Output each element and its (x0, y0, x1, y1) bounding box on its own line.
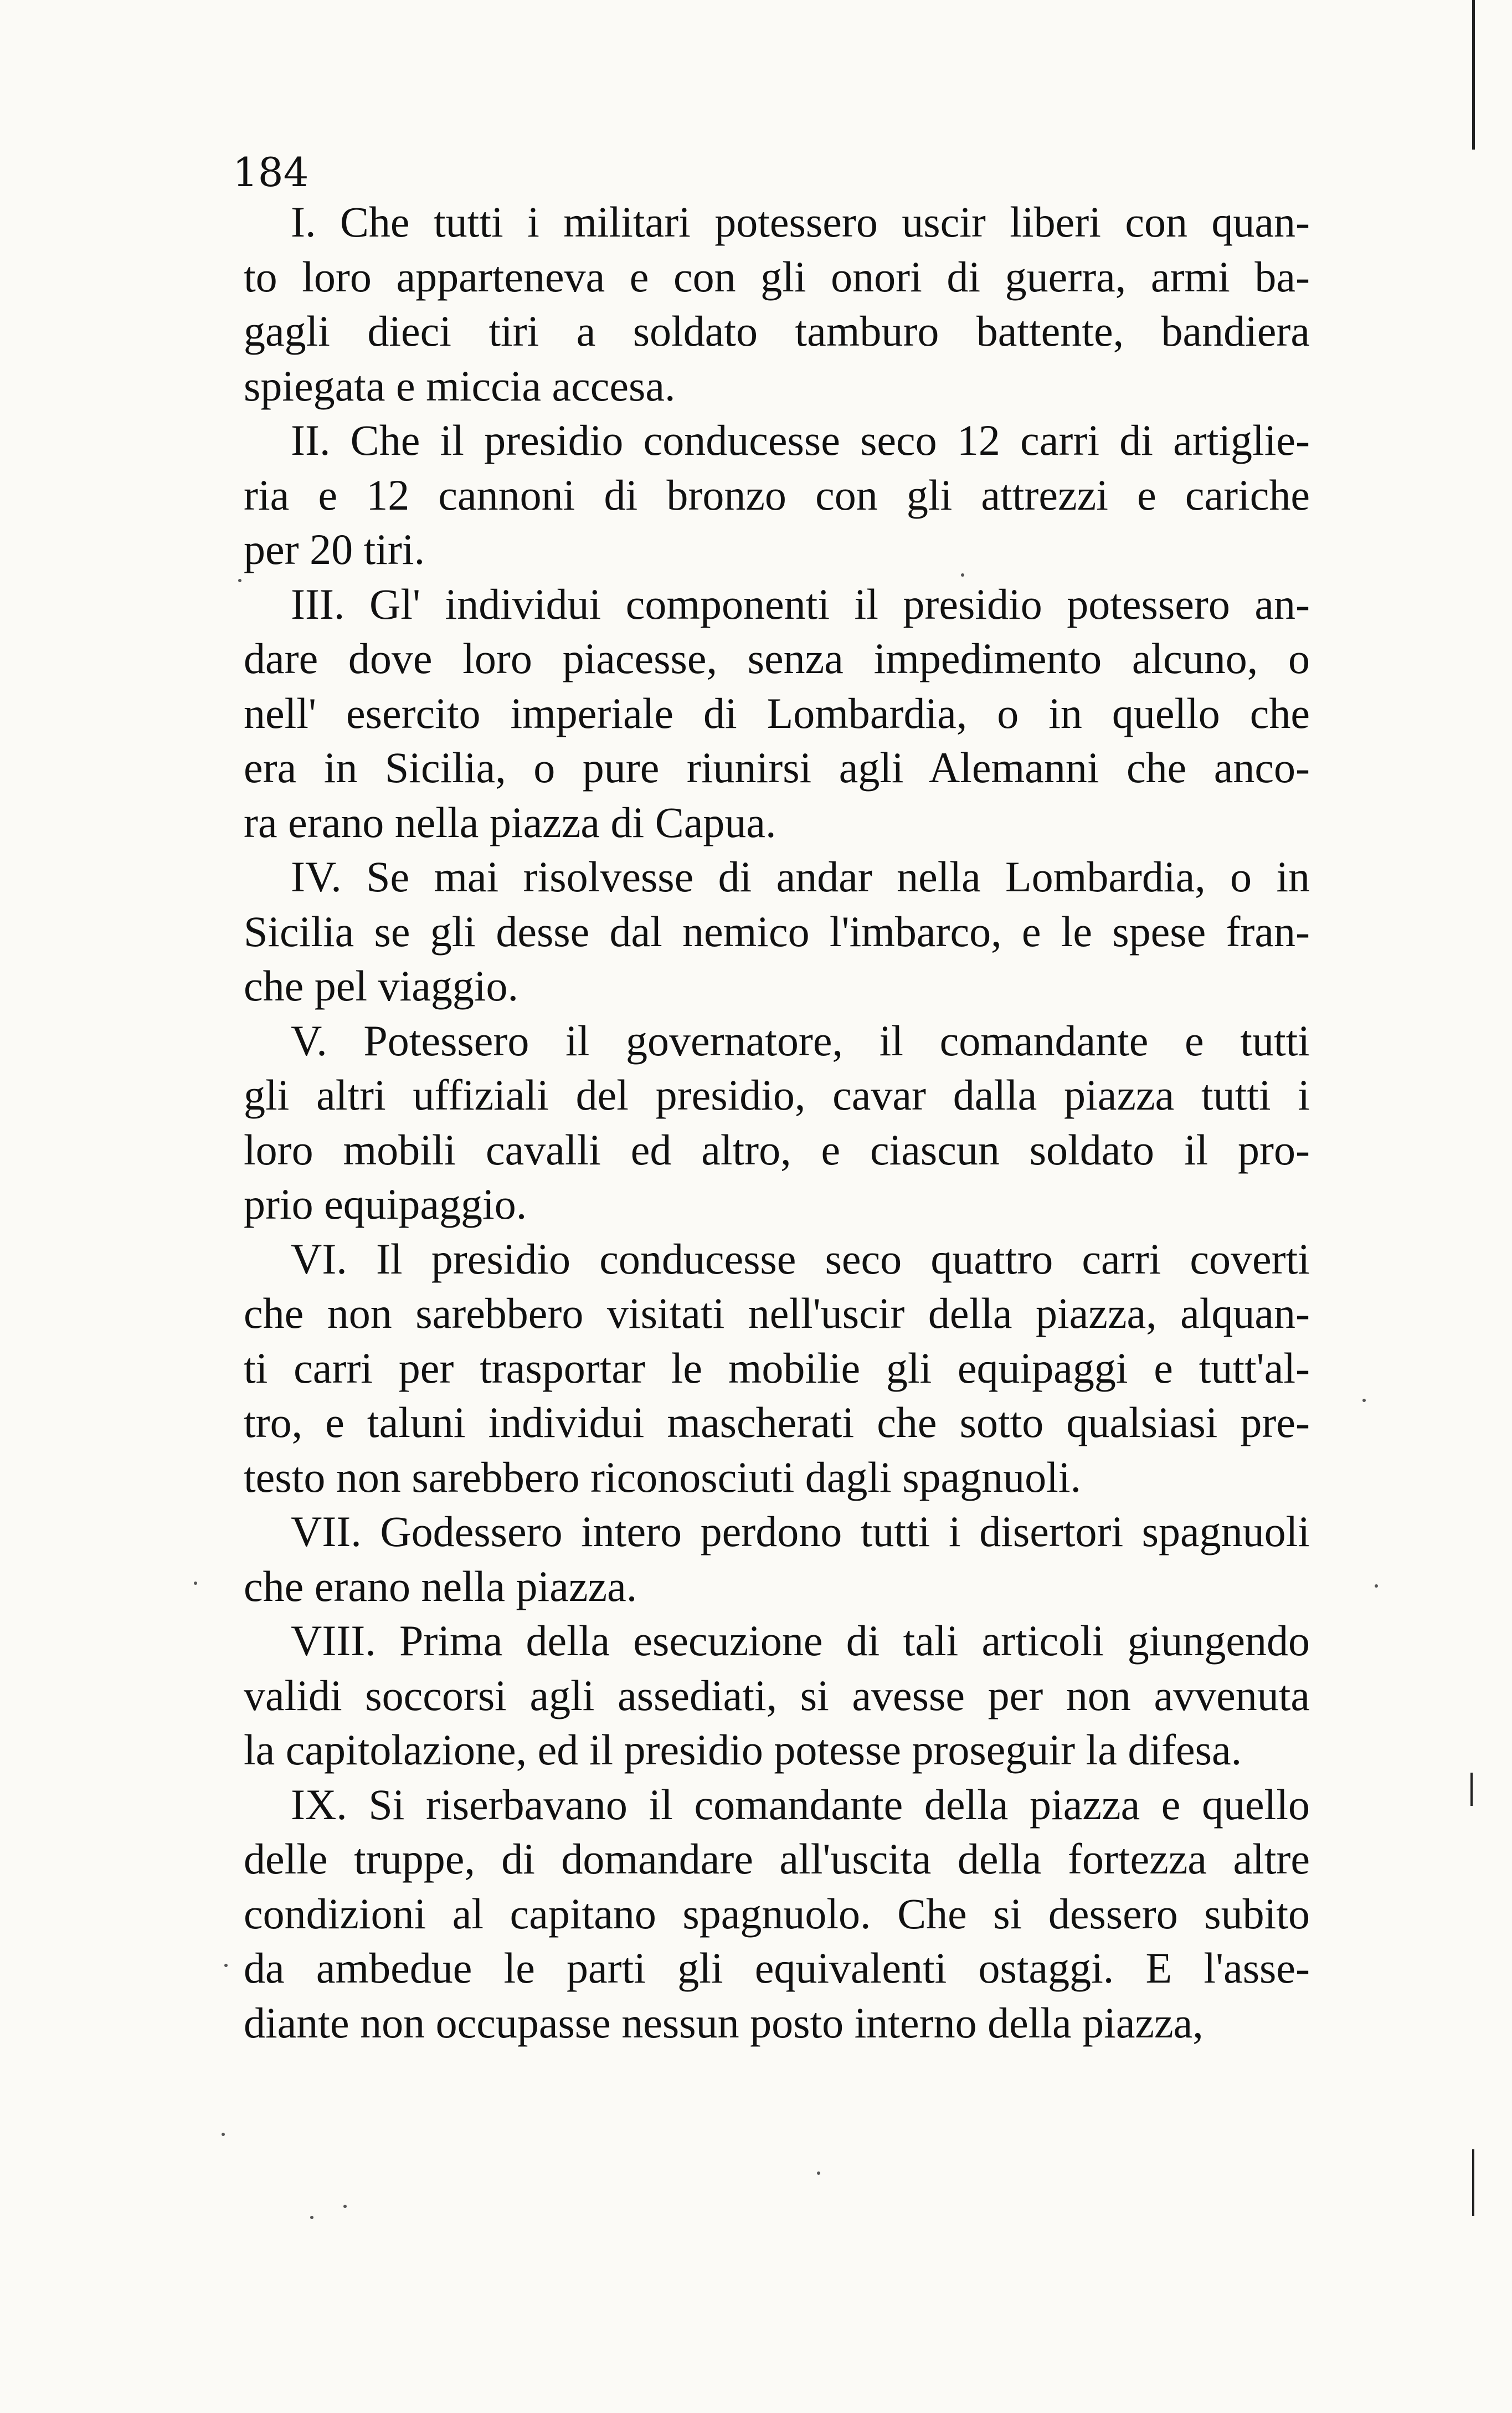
text-line: Sicilia se gli desse dal nemico l'imbarco, e le spese fran- (244, 907, 1310, 956)
text-line: diante non occupasse nessun posto interno della piazza, (244, 1998, 1204, 2047)
text-line: gli altri uffiziali del presidio, cavar dalla piazza tutti i (244, 1071, 1310, 1119)
text-line: prio equipaggio. (244, 1180, 527, 1228)
text-line: I. Che tutti i militari potessero uscir liberi con quan- (291, 198, 1310, 246)
text-line: IX. Si riserbavano il comandante della piazza e quello (291, 1780, 1310, 1829)
text-line: VIII. Prima della esecuzione di tali articoli giungendo (291, 1616, 1310, 1665)
text-line: gagli dieci tiri a soldato tamburo battente, bandiera (244, 307, 1310, 355)
text-line: II. Che il presidio conducesse seco 12 carri di artiglie- (291, 416, 1310, 464)
scan-speck (817, 2171, 820, 2175)
scan-speck (224, 1964, 228, 1967)
scan-speck (961, 573, 964, 577)
text-line: V. Potessero il governatore, il comandante e tutti (291, 1016, 1310, 1065)
text-line: da ambedue le parti gli equivalenti ostaggi. E l'asse- (244, 1944, 1310, 1992)
text-line: testo non sarebbero riconosciuti dagli spagnuoli. (244, 1452, 1082, 1501)
text-line: III. Gl' individui componenti il presidio potessero an- (291, 579, 1310, 628)
text-line: ra erano nella piazza di Capua. (244, 798, 776, 846)
text-line: VII. Godessero intero perdono tutti i disertori spagnuoli (291, 1507, 1310, 1555)
scan-speck (1375, 1584, 1378, 1588)
scan-speck (310, 2216, 313, 2219)
text-line: tro, e taluni individui mascherati che sotto qualsiasi pre- (244, 1398, 1310, 1446)
scan-speck (343, 2205, 347, 2208)
scan-speck (1362, 1399, 1366, 1402)
text-line: ti carri per trasportar le mobilie gli equipaggi e tutt'al- (244, 1343, 1310, 1392)
text-line: delle truppe, di domandare all'uscita della fortezza altre (244, 1835, 1310, 1883)
scan-margin-mark (1470, 1773, 1473, 1806)
text-line: per 20 tiri. (244, 525, 425, 573)
text-line: validi soccorsi agli assediati, si avesse per non avvenuta (244, 1671, 1310, 1719)
text-line: dare dove loro piacesse, senza impedimento alcuno, o (244, 634, 1310, 682)
text-line: ria e 12 cannoni di bronzo con gli attrezzi e cariche (244, 470, 1310, 519)
text-line: spiegata e miccia accesa. (244, 361, 676, 410)
text-line: VI. Il presidio conducesse seco quattro carri coverti (291, 1234, 1310, 1283)
page-number: 184 (233, 149, 309, 196)
text-line: che erano nella piazza. (244, 1562, 637, 1610)
scan-speck (194, 1582, 197, 1585)
body-text (244, 195, 1310, 2050)
text-line: loro mobili cavalli ed altro, e ciascun soldato il pro- (244, 1125, 1310, 1174)
text-line: che non sarebbero visitati nell'uscir della piazza, alquan- (244, 1289, 1310, 1337)
scan-margin-mark (1472, 0, 1475, 150)
text-line: che pel viaggio. (244, 962, 518, 1010)
text-line: nell' esercito imperiale di Lombardia, o in quello che (244, 689, 1310, 737)
text-line: era in Sicilia, o pure riunirsi agli Alemanni che anco- (244, 743, 1310, 792)
text-line: condizioni al capitano spagnuolo. Che si dessero subito (244, 1889, 1310, 1938)
text-line: IV. Se mai risolvesse di andar nella Lombardia, o in (291, 853, 1310, 901)
scan-speck (222, 2133, 225, 2136)
text-line: la capitolazione, ed il presidio potesse proseguir la difesa. (244, 1726, 1242, 1774)
scan-speck (238, 579, 241, 582)
scan-margin-mark (1472, 2149, 1474, 2216)
text-line: to loro apparteneva e con gli onori di guerra, armi ba- (244, 252, 1310, 301)
